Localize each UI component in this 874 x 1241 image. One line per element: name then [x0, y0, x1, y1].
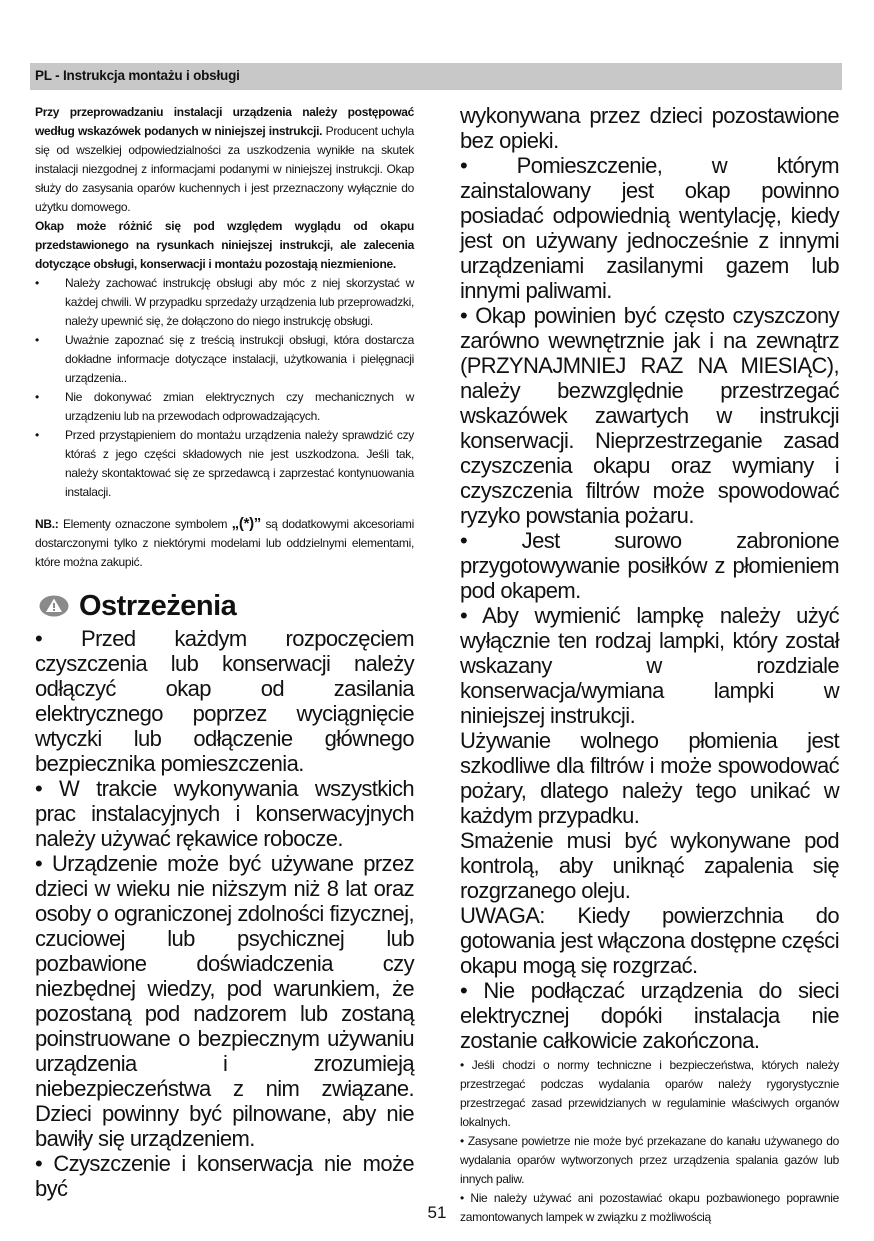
header-title: PL - Instrukcja montażu i obsługi	[35, 68, 240, 83]
list-item-text: Należy zachować instrukcję obsługi aby móc z niej skorzystać w każdej chwili. W przypadku sprzedaży urządzenia lub przeprowadzki, należy upewnić się, że dołączono do niego instrukcję obsługi.	[65, 276, 414, 328]
warnings-title: Ostrzeżenia	[79, 589, 237, 622]
small-warning-paragraph: • Jeśli chodzi o normy techniczne i bezpieczeństwa, których należy przestrzegać podczas wydalania oparów należy rygorystycznie przestrzegać zasad przewidzianych w regulaminie właściwych organów lokalnych.	[460, 1058, 839, 1129]
list-item-text: Nie dokonywać zmian elektrycznych czy mechanicznych w urządzeniu lub na przewodach odprowadzających.	[65, 390, 414, 423]
right-column	[460, 103, 839, 1227]
intro-text-1: Producent uchyla się od wszelkiej odpowiedzialności za uszkodzenia wynikłe na skutek instalacji niezgodnej z informacjami podanymi w niniejszej instrukcji. Okap służy do zasysania oparów kuchennych i jest przeznaczony wyłącznie do użytku domowego.	[35, 124, 414, 214]
intro-bullet-list	[35, 274, 414, 502]
warning-paragraph: • Przed każdym rozpoczęciem czyszczenia lub konserwacji należy odłączyć okap od zasilania elektrycznego poprzez wyciągnięcie wtyczki lub odłączenie głównego bezpiecznika pomieszczenia.	[35, 626, 414, 776]
list-item	[35, 388, 414, 426]
warning-paragraph: • Pomieszczenie, w którym zainstalowany jest okap powinno posiadać odpowiednią wentylację, kiedy jest on używany jednocześnie z innymi urządzeniami zasilanymi gazem lub innymi paliwami.	[460, 153, 839, 303]
nb-text-after: są dodatkowymi akcesoriami dostarczonymi tylko z niektórymi modelami lub oddzielnymi elementami, które można zakupić.	[35, 517, 414, 569]
warning-paragraph: • Urządzenie może być używane przez dzieci w wieku nie niższym niż 8 lat oraz osoby o ograniczonej zdolności fizycznej, czuciowej lub psychicznej lub pozbawione doświadczenia czy niezbędnej wiedzy, pod warunkiem, że pozostaną pod nadzorem lub zostaną poinstruowane o bezpiecznym używaniu urządzenia i zrozumieją niebezpieczeństwa z nim związane. Dzieci powinny być pilnowane, aby nie bawiły się urządzeniem.	[35, 851, 414, 1151]
list-item	[35, 331, 414, 388]
list-item	[35, 274, 414, 331]
bullet-icon: •	[35, 276, 39, 290]
bullet-icon: •	[35, 333, 39, 347]
left-column	[35, 103, 414, 1201]
warnings-heading	[35, 586, 414, 626]
warning-paragraph: • W trakcie wykonywania wszystkich prac instalacyjnych i konserwacyjnych należy używać rękawice robocze.	[35, 776, 414, 851]
nb-text: Elementy oznaczone symbolem	[58, 517, 232, 531]
list-item	[35, 426, 414, 502]
nb-label: NB.:	[35, 517, 59, 531]
intro-bold-1: Przy przeprowadzaniu instalacji urządzenia należy postępować według wskazówek podanych w niniejszej instrukcji.	[35, 105, 414, 138]
warning-paragraph: • Aby wymienić lampkę należy użyć wyłącznie ten rodzaj lampki, który został wskazany w rozdziale konserwacja/wymiana lampki w niniejszej instrukcji.	[460, 603, 839, 728]
small-warning-paragraph: • Nie należy używać ani pozostawiać okapu pozbawionego poprawnie zamontowanych lampek w związku z możliwością	[460, 1191, 839, 1224]
warning-paragraph: UWAGA: Kiedy powierzchnia do gotowania jest włączona dostępne części okapu mogą się rozgrzać.	[460, 903, 839, 978]
warning-paragraph: wykonywana przez dzieci pozostawione bez opieki.	[460, 103, 839, 153]
list-item-text: Przed przystąpieniem do montażu urządzenia należy sprawdzić czy któraś z jego części składowych nie jest uszkodzona. Jeśli tak, należy skontaktować się ze sprzedawcą i zaprzestać kontynuowania instalacji.	[65, 428, 414, 499]
intro-bold-2: Okap może różnić się pod względem wyglądu od okapu przedstawionego na rysunkach niniejszej instrukcji, ale zalecenia dotyczące obsługi, konserwacji i montażu pozostają niezmienione.	[35, 219, 414, 271]
warning-paragraph: • Okap powinien być często czyszczony zarówno wewnętrznie jak i na zewnątrz (PRZYNAJMNIEJ RAZ NA MIESIĄC), należy bezwzględnie przestrzegać wskazówek zawartych w instrukcji konserwacji. Nieprzestrzeganie zasad czyszczenia okapu oraz wymiany i czyszczenia filtrów może spowodować ryzyko powstania pożaru.	[460, 303, 839, 528]
warning-triangle-icon	[39, 595, 69, 617]
warning-paragraph: • Nie podłączać urządzenia do sieci elektrycznej dopóki instalacja nie zostanie całkowicie zakończona.	[460, 978, 839, 1053]
bullet-icon: •	[35, 428, 39, 442]
intro-paragraph	[35, 103, 414, 217]
warning-paragraph: • Jest surowo zabronione przygotowywanie posiłków z płomieniem pod okapem.	[460, 528, 839, 603]
warning-paragraph: Używanie wolnego płomienia jest szkodliwe dla filtrów i może spowodować pożary, dlatego należy tego unikać w każdym przypadku.	[460, 728, 839, 828]
list-item-text: Uważnie zapoznać się z treścią instrukcji obsługi, która dostarcza dokładne informacje dotyczące instalacji, użytkowania i pielęgnacji urządzenia..	[65, 333, 414, 385]
intro-paragraph-2	[35, 217, 414, 274]
nb-note	[35, 514, 414, 572]
bullet-icon: •	[35, 390, 39, 404]
warning-paragraph: Smażenie musi być wykonywane pod kontrolą, aby uniknąć zapalenia się rozgrzanego oleju.	[460, 828, 839, 903]
page-number: 51	[427, 1203, 447, 1222]
nb-symbol: „(*)”	[231, 515, 261, 532]
small-warning-paragraph: • Zasysane powietrze nie może być przekazane do kanału używanego do wydalania oparów wytworzonych przez urządzenia spalania gazów lub innych paliw.	[460, 1134, 839, 1186]
warning-paragraph: • Czyszczenie i konserwacja nie może być	[35, 1151, 414, 1201]
section-header	[30, 63, 842, 90]
